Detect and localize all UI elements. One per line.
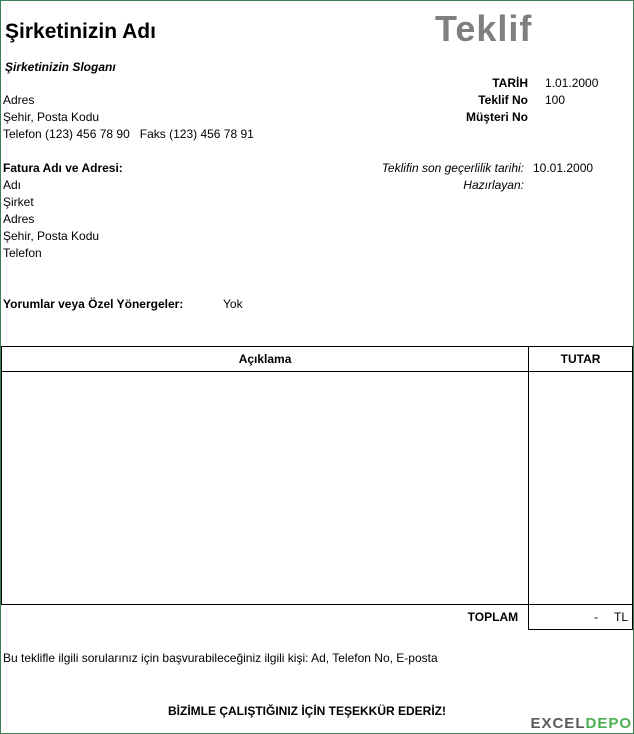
city-line: Şehir, Posta Kodu [3,110,100,124]
prepared-by-label: Hazırlayan: [463,178,524,192]
contact-note: Bu teklifle ilgili sorularınız için başvurabileceğiniz ilgili kişi: Ad, Telefon No, E-posta [3,651,438,665]
logo-part-depo: DEPO [585,715,632,732]
description-cell[interactable] [2,372,529,605]
billing-line: Şirket [3,195,34,209]
customer-no-label: Müşteri No [465,110,528,124]
items-table [1,346,633,630]
date-value: 1.01.2000 [545,76,599,90]
comments-value: Yok [223,297,243,311]
logo-part-excel: EXCEL [530,715,586,732]
billing-heading: Fatura Adı ve Adresi: [3,161,123,175]
quote-no-value: 100 [545,93,566,107]
total-currency: TL [613,610,628,624]
date-label: TARİH [492,76,528,90]
validity-label: Teklifin son geçerlilik tarihi: [381,161,524,175]
excel-depo-logo [530,715,632,732]
total-value: - [594,610,599,624]
validity-value: 10.01.2000 [533,161,594,175]
company-name: Şirketinizin Adı [5,20,156,43]
company-slogan: Şirketinizin Sloganı [5,60,116,74]
thanks-message: BİZİMLE ÇALIŞTIĞINIZ İÇİN TEŞEKKÜR EDERİZ! [168,704,446,718]
total-value-cell [529,605,633,630]
quote-no-label: Teklif No [478,93,528,107]
phone-fax-line: Telefon (123) 456 78 90 Faks (123) 456 78 91 [3,127,254,141]
document-title: Teklif [435,8,533,49]
address-line: Adres [3,93,35,107]
billing-line: Adres [3,212,35,226]
billing-line: Adı [3,178,22,192]
billing-line: Şehir, Posta Kodu [3,229,100,243]
billing-line: Telefon [3,246,42,260]
amount-cell[interactable] [529,372,633,605]
description-column-header: Açıklama [2,347,529,372]
comments-label: Yorumlar veya Özel Yönergeler: [3,297,184,311]
amount-column-header: TUTAR [529,347,633,372]
total-label: TOPLAM [2,605,529,630]
